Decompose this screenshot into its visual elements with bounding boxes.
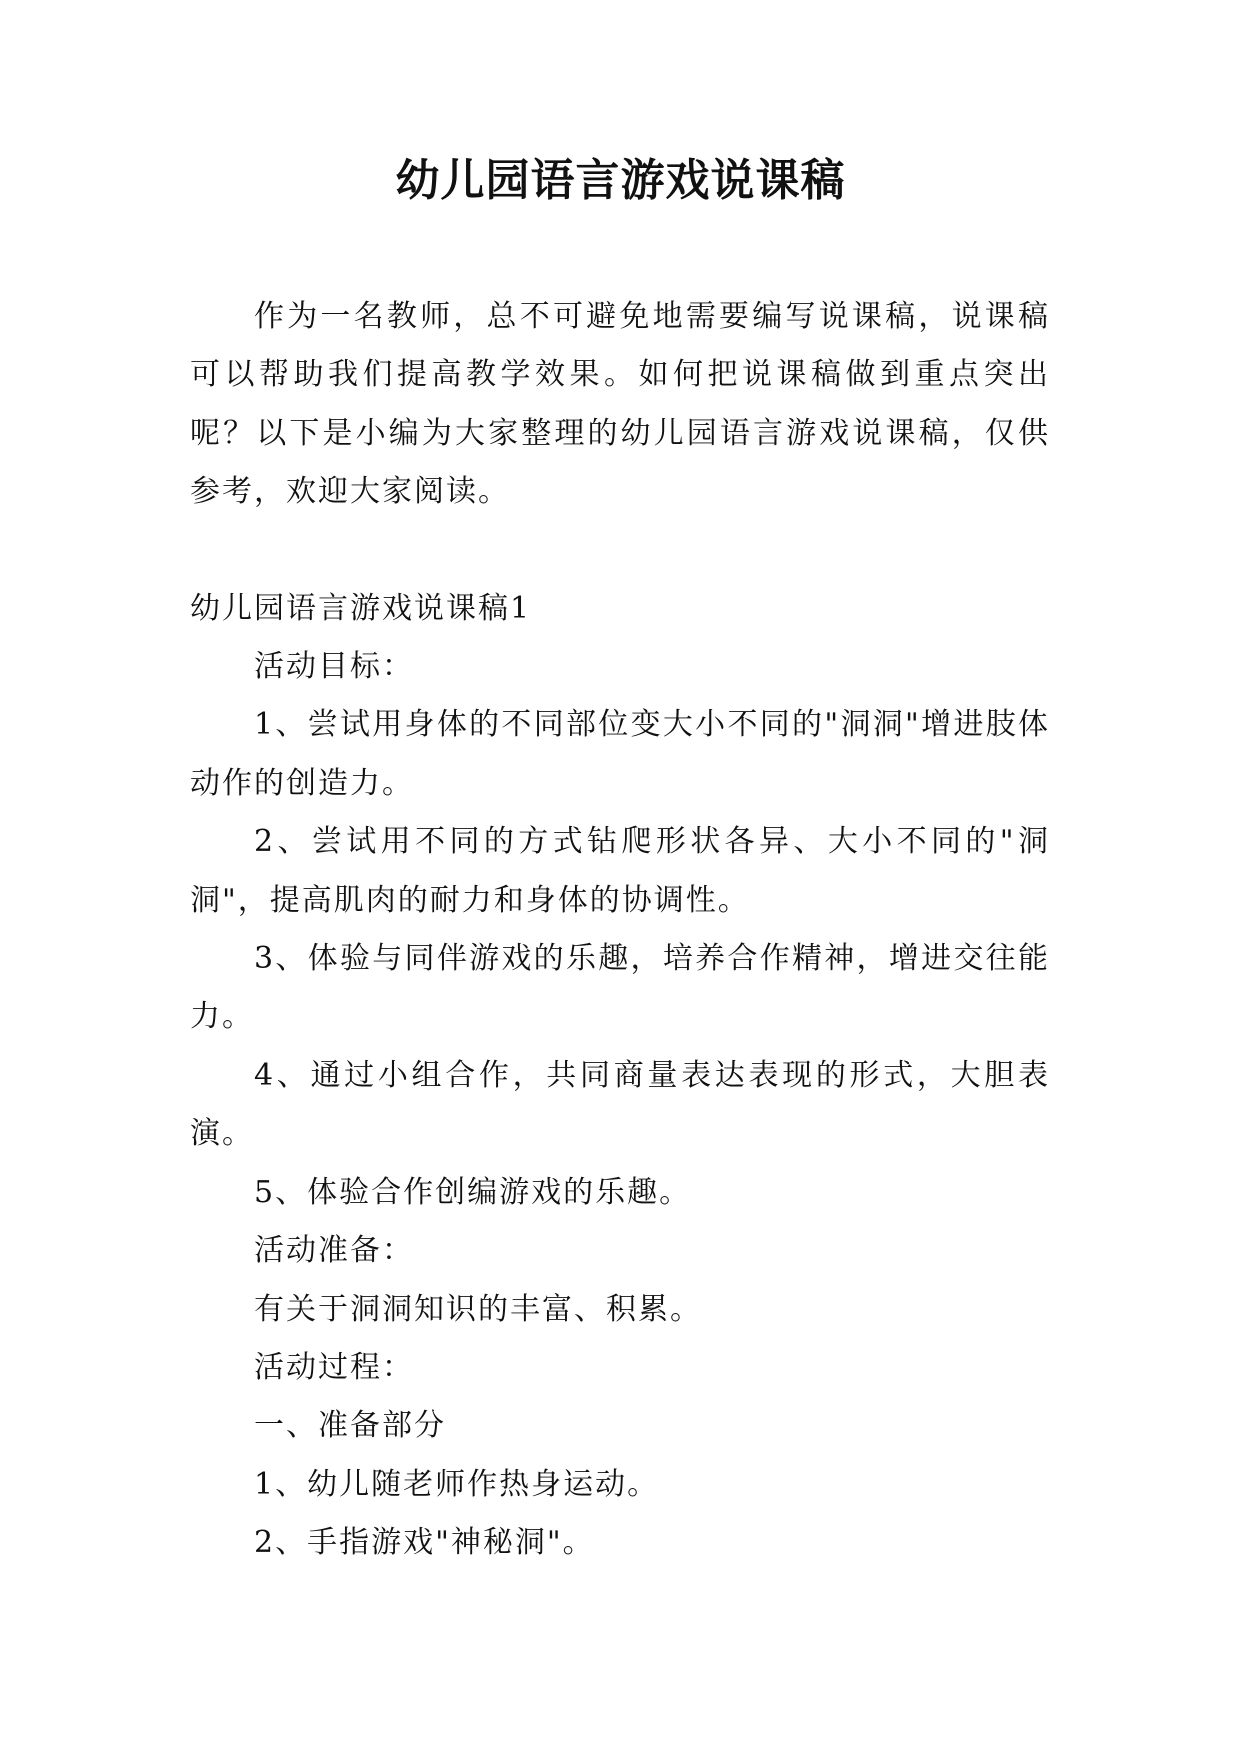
body-paragraph: 3、体验与同伴游戏的乐趣，培养合作精神，增进交往能力。 bbox=[190, 941, 1050, 1035]
body-paragraph: 2、手指游戏"神秘洞"。 bbox=[254, 1525, 595, 1561]
body-paragraph: 活动目标： bbox=[254, 649, 414, 685]
body-paragraph: 有关于洞洞知识的丰富、积累。 bbox=[254, 1291, 702, 1327]
body-paragraph: 1、幼儿随老师作热身运动。 bbox=[254, 1466, 660, 1502]
body-paragraph: 活动过程： bbox=[254, 1349, 414, 1385]
body-paragraph: 4、通过小组合作，共同商量表达表现的形式，大胆表演。 bbox=[190, 1057, 1050, 1152]
intro-paragraph: 作为一名教师，总不可避免地需要编写说课稿，说课稿可以帮助我们提高教学效果。如何把说课稿做到重点突出呢？以下是小编为大家整理的幼儿园语言游戏说课稿，仅供参考，欢迎大家阅读。 bbox=[190, 299, 1050, 510]
body-paragraph: 活动准备： bbox=[254, 1233, 414, 1269]
section-heading: 幼儿园语言游戏说课稿1 bbox=[190, 590, 532, 626]
body-paragraph: 1、尝试用身体的不同部位变大小不同的"洞洞"增进肢体动作的创造力。 bbox=[190, 707, 1050, 801]
paragraph-gap bbox=[190, 522, 1050, 580]
document-title: 幼儿园语言游戏说课稿 bbox=[395, 155, 846, 206]
document-body bbox=[190, 288, 1050, 1573]
body-paragraph: 2、尝试用不同的方式钻爬形状各异、大小不同的"洞洞"，提高肌肉的耐力和身体的协调性。 bbox=[190, 824, 1050, 918]
body-paragraph: 一、准备部分 bbox=[254, 1408, 446, 1444]
body-paragraph: 5、体验合作创编游戏的乐趣。 bbox=[254, 1174, 692, 1210]
